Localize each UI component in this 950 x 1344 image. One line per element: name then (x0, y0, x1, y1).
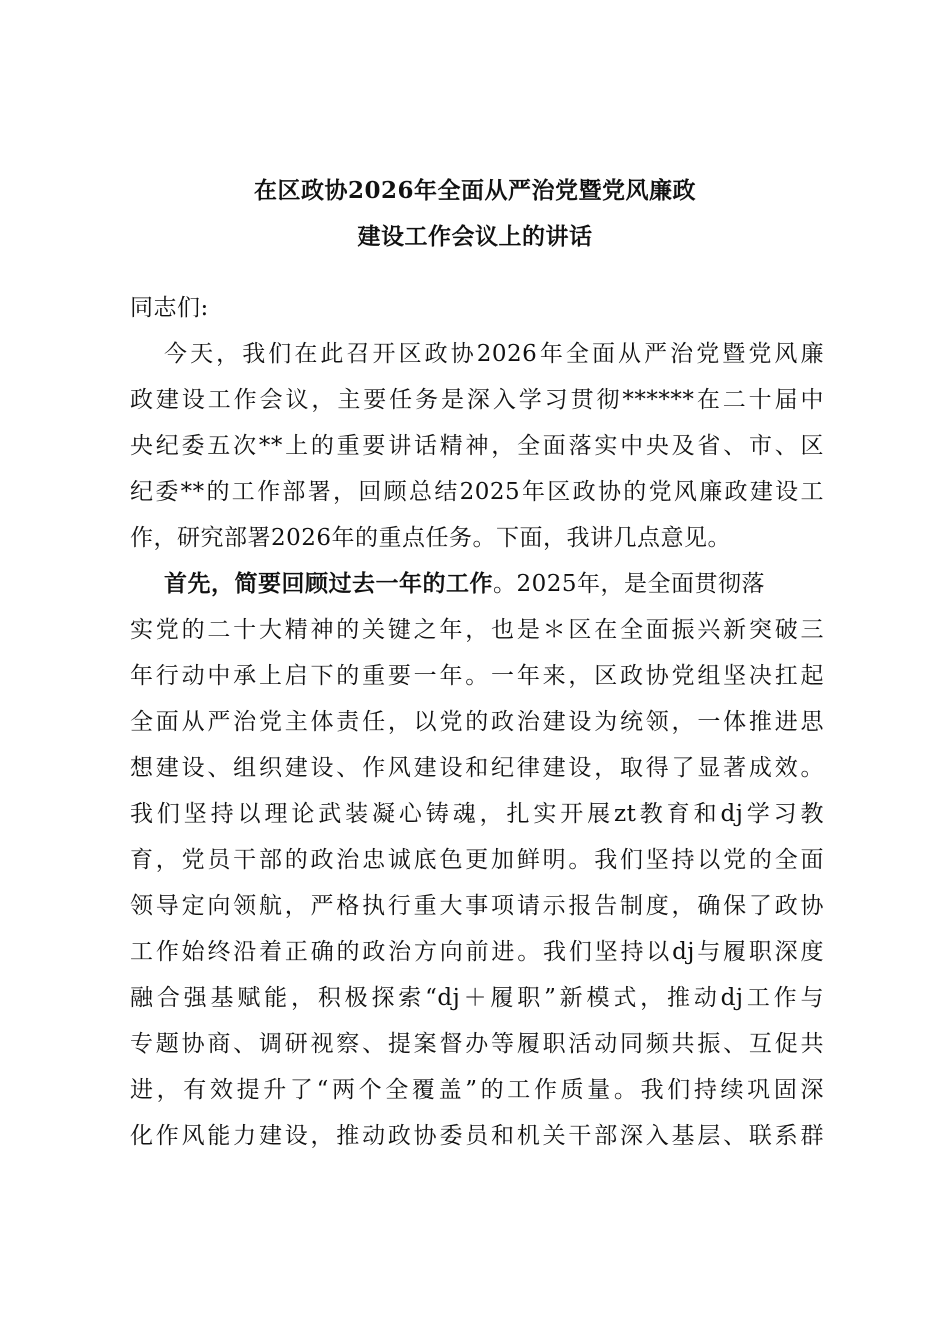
paragraph-2-line: 领导定向领航，严格执行重大事项请示报告制度，确保了政协 (130, 893, 824, 919)
salutation: 同志们: (130, 295, 209, 321)
paragraph-1-line: 纪委**的工作部署，回顾总结2025年区政协的党风廉政建设工 (130, 479, 824, 505)
paragraph-1-line: 政建设工作会议，主要任务是深入学习贯彻******在二十届中 (130, 387, 824, 413)
paragraph-2-line: 育，党员干部的政治忠诚底色更加鲜明。我们坚持以党的全面 (130, 847, 824, 873)
paragraph-2-line: 工作始终沿着正确的政治方向前进。我们坚持以dj与履职深度 (130, 939, 824, 965)
title-line-1: 在区政协2026年全面从严治党暨党风廉政 (253, 177, 696, 204)
paragraph-2-line: 融合强基赋能，积极探索“dj＋履职”新模式，推动dj工作与 (130, 985, 824, 1011)
section-heading-review: 首先，简要回顾过去一年的工作 (164, 570, 493, 597)
paragraph-1-line: 今天，我们在此召开区政协2026年全面从严治党暨党风廉 (164, 341, 824, 367)
paragraph-2-first-line-text: 。2025年，是全面贯彻落 (493, 571, 766, 597)
paragraph-2-first-line (130, 561, 824, 607)
paragraph-2-line: 年行动中承上启下的重要一年。一年来，区政协党组坚决扛起 (130, 663, 824, 689)
paragraph-2-line: 全面从严治党主体责任，以党的政治建设为统领，一体推进思 (130, 709, 824, 735)
paragraph-2 (130, 561, 824, 1159)
paragraph-2-line: 进，有效提升了“两个全覆盖”的工作质量。我们持续巩固深 (130, 1077, 824, 1103)
paragraph-2-line: 化作风能力建设，推动政协委员和机关干部深入基层、联系群 (130, 1123, 824, 1149)
paragraph-1-line: 央纪委五次**上的重要讲话精神，全面落实中央及省、市、区 (130, 433, 824, 459)
title-line-2: 建设工作会议上的讲话 (357, 223, 593, 250)
paragraph-2-line: 我们坚持以理论武装凝心铸魂，扎实开展zt教育和dj学习教 (130, 801, 824, 827)
paragraph-2-line: 实党的二十大精神的关键之年，也是＊区在全面振兴新突破三 (130, 617, 824, 643)
paragraph-1-line: 作，研究部署2026年的重点任务。下面，我讲几点意见。 (130, 525, 732, 551)
document-title (80, 168, 870, 260)
paragraph-2-line: 想建设、组织建设、作风建设和纪律建设，取得了显著成效。 (130, 755, 824, 781)
paragraph-2-line: 专题协商、调研视察、提案督办等履职活动同频共振、互促共 (130, 1031, 824, 1057)
paragraph-1 (130, 331, 824, 561)
document-body (130, 285, 824, 1159)
